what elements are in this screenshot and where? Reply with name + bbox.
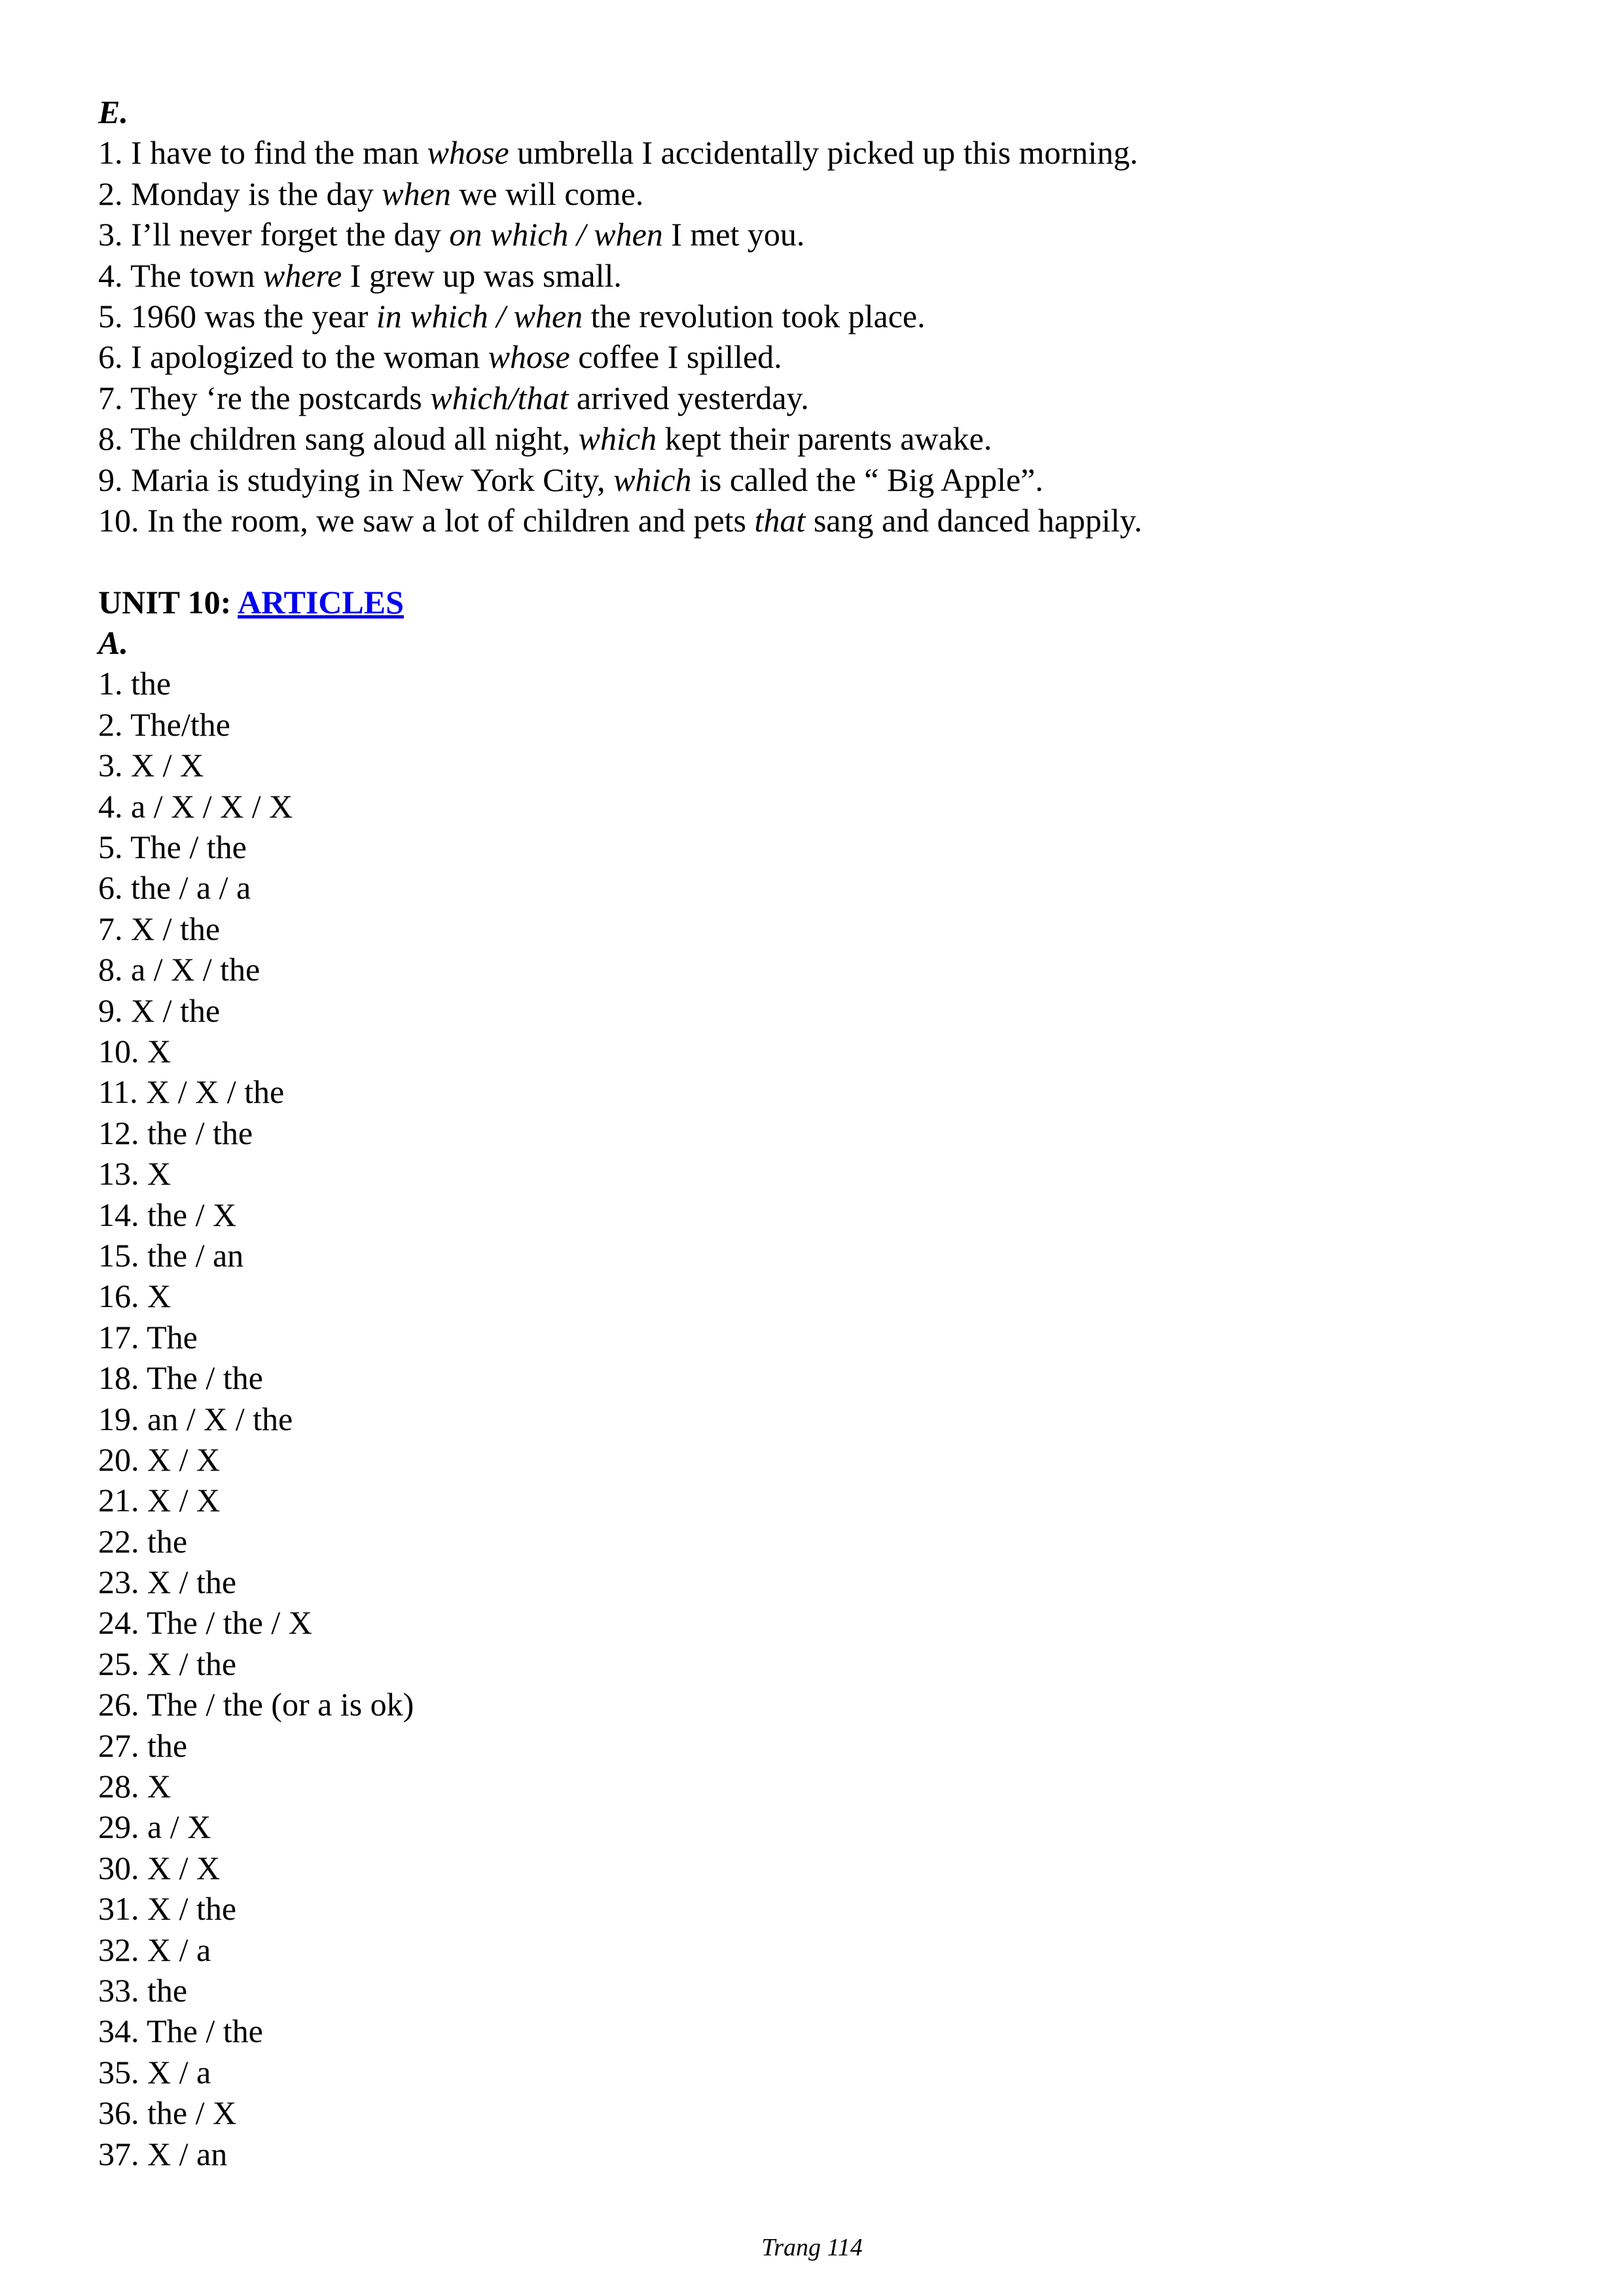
sentence-text: 5. 1960 was the year xyxy=(98,297,376,334)
sentence-text: 6. I apologized to the woman xyxy=(98,338,488,376)
section-e-item xyxy=(98,378,1525,418)
section-e-item xyxy=(98,214,1525,255)
answer-item: 18. The / the xyxy=(98,1359,263,1397)
page-number: Trang 114 xyxy=(761,2234,863,2261)
sentence-text: 9. Maria is studying in New York City, xyxy=(98,461,614,498)
answer-item: 32. X / a xyxy=(98,1931,211,1968)
relative-pronoun: that xyxy=(754,501,806,539)
answer-item: 13. X xyxy=(98,1155,171,1193)
sentence-text: arrived yesterday. xyxy=(568,379,809,416)
answer-item: 29. a / X xyxy=(98,1808,211,1846)
answer-item: 9. X / the xyxy=(98,992,221,1029)
section-e-item xyxy=(98,459,1525,500)
answer-item: 34. The / the xyxy=(98,2013,263,2050)
sentence-text: coffee I spilled. xyxy=(569,338,782,376)
unit-heading-prefix: UNIT 10: xyxy=(98,583,238,620)
answer-item: 10. X xyxy=(98,1032,171,1069)
answer-item: 17. The xyxy=(98,1318,198,1355)
answer-item: 36. the / X xyxy=(98,2094,237,2132)
answer-item: 27. the xyxy=(98,1727,188,1764)
sentence-text: 7. They ‘re the postcards xyxy=(98,379,431,416)
section-a-list xyxy=(98,663,1525,2174)
answer-item: 30. X / X xyxy=(98,1849,221,1886)
answer-item: 25. X / the xyxy=(98,1645,237,1682)
answer-item: 22. the xyxy=(98,1522,188,1560)
answer-item: 37. X / an xyxy=(98,2135,228,2172)
relative-pronoun: when xyxy=(382,175,451,212)
section-e-list xyxy=(98,132,1525,541)
section-e-item xyxy=(98,336,1525,377)
relative-pronoun: in which / when xyxy=(376,297,583,334)
sentence-text: 8. The children sang aloud all night, xyxy=(98,420,579,457)
section-e-item xyxy=(98,173,1525,214)
answer-item: 3. X / X xyxy=(98,747,204,784)
relative-pronoun: which/that xyxy=(430,379,569,416)
answer-item: 23. X / the xyxy=(98,1564,237,1601)
section-e-label: E. xyxy=(98,94,128,130)
answer-item: 4. a / X / X / X xyxy=(98,787,293,825)
answer-item: 21. X / X xyxy=(98,1482,221,1519)
answer-item: 14. the / X xyxy=(98,1196,237,1233)
section-e-item xyxy=(98,296,1525,336)
relative-pronoun: on which / when xyxy=(449,216,663,253)
section-e-item xyxy=(98,255,1525,296)
answer-item: 1. the xyxy=(98,665,171,702)
answer-item: 11. X / X / the xyxy=(98,1073,285,1111)
answer-item: 35. X / a xyxy=(98,2053,211,2090)
document-page xyxy=(98,92,1525,2174)
answer-item: 26. The / the (or a is ok) xyxy=(98,1686,414,1723)
sentence-text: 10. In the room, we saw a lot of children and pets xyxy=(98,501,755,539)
sentence-text: kept their parents awake. xyxy=(657,420,992,457)
sentence-text: I met you. xyxy=(662,216,805,253)
answer-item: 6. the / a / a xyxy=(98,869,251,906)
answer-item: 19. an / X / the xyxy=(98,1400,293,1437)
relative-pronoun: which xyxy=(578,420,657,457)
answer-item: 33. the xyxy=(98,1971,188,2009)
answer-item: 7. X / the xyxy=(98,910,221,947)
answer-item: 12. the / the xyxy=(98,1114,253,1151)
sentence-text: umbrella I accidentally picked up this morning. xyxy=(509,134,1138,171)
relative-pronoun: whose xyxy=(488,338,570,376)
sentence-text: is called the “ Big Apple”. xyxy=(691,461,1043,498)
section-e-item xyxy=(98,132,1525,173)
sentence-text: 4. The town xyxy=(98,257,263,294)
relative-pronoun: where xyxy=(262,257,342,294)
answer-item: 31. X / the xyxy=(98,1890,237,1928)
answer-item: 5. The / the xyxy=(98,829,247,866)
spacer xyxy=(98,541,1525,581)
answer-item: 8. a / X / the xyxy=(98,951,261,988)
articles-link[interactable]: ARTICLES xyxy=(238,583,404,620)
unit-heading xyxy=(98,582,1525,622)
section-e-item xyxy=(98,418,1525,459)
answer-item: 15. the / an xyxy=(98,1236,244,1274)
section-a-label: A. xyxy=(98,624,128,662)
answer-item: 2. The/the xyxy=(98,706,230,743)
sentence-text: 3. I’ll never forget the day xyxy=(98,216,450,253)
sentence-text: the revolution took place. xyxy=(583,297,926,334)
sentence-text: I grew up was small. xyxy=(342,257,622,294)
relative-pronoun: whose xyxy=(427,134,509,171)
relative-pronoun: which xyxy=(613,461,692,498)
sentence-text: 1. I have to find the man xyxy=(98,134,427,171)
answer-item: 16. X xyxy=(98,1278,171,1315)
answer-item: 20. X / X xyxy=(98,1441,221,1478)
section-e-item xyxy=(98,500,1525,541)
answer-item: 24. The / the / X xyxy=(98,1604,312,1641)
answer-item: 28. X xyxy=(98,1768,171,1805)
sentence-text: 2. Monday is the day xyxy=(98,175,382,212)
sentence-text: we will come. xyxy=(450,175,644,212)
sentence-text: sang and danced happily. xyxy=(805,501,1142,539)
